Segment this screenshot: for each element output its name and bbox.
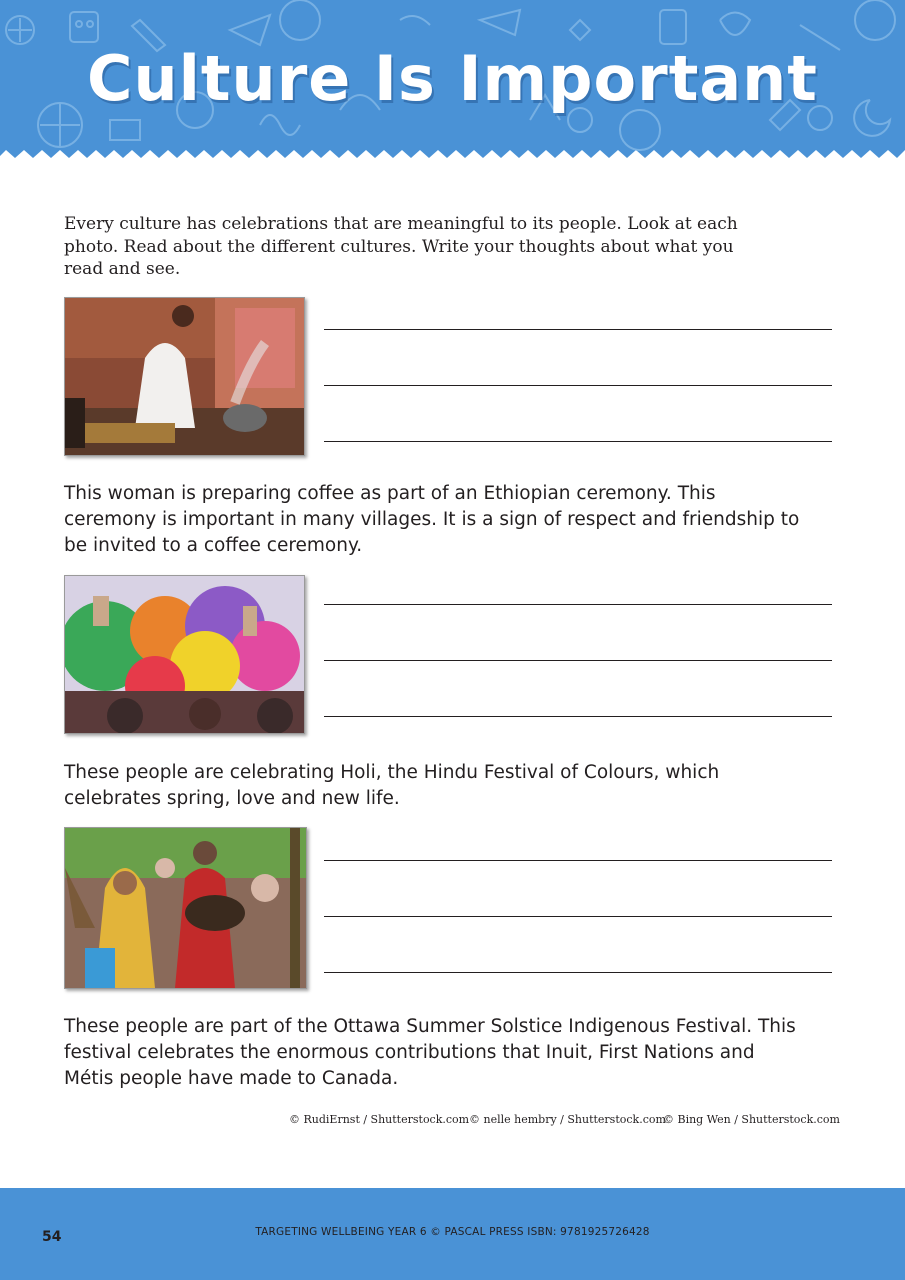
activity-description: These people are part of the Ottawa Summer Solstice Indigenous Festival. This festival celebrates the enormous contributions that Inuit, First Nations and Métis people have made to Canada. [64,1016,796,1089]
answer-line[interactable] [324,385,832,386]
activity-description: This woman is preparing coffee as part of an Ethiopian ceremony. This ceremony is important in many villages. It is a sign of respect and friendship to be invited to a coffee ceremony. [64,483,800,556]
credit-text: © RudiErnst / Shutterstock.com [289,1113,470,1126]
photo-credits [0,1113,905,1131]
activity-description: These people are celebrating Holi, the Hindu Festival of Colours, which celebrates spring, love and new life. [64,762,720,809]
credit-text: © nelle hembry / Shutterstock.com [469,1113,666,1126]
page-title: Culture Is Important [87,42,818,115]
footer-bar [0,1188,905,1280]
answer-line[interactable] [324,660,832,661]
intro-text: Every culture has celebrations that are meaningful to its people. Look at each photo. Read about the different cultures. Write your thoughts about what you read and see. [64,214,738,279]
footer-text: TARGETING WELLBEING YEAR 6 © PASCAL PRESS ISBN: 9781925726428 [255,1226,650,1238]
holi-festival-photo [64,575,305,734]
answer-line[interactable] [324,441,832,442]
answer-line[interactable] [324,716,832,717]
answer-line[interactable] [324,604,832,605]
indigenous-festival-photo [64,827,307,989]
answer-line[interactable] [324,972,832,973]
header-banner [0,0,905,162]
answer-line[interactable] [324,329,832,330]
coffee-ceremony-photo [64,297,305,456]
answer-line[interactable] [324,860,832,861]
page-number: 54 [42,1229,62,1245]
credit-text: © Bing Wen / Shutterstock.com [663,1113,840,1126]
answer-line[interactable] [324,916,832,917]
